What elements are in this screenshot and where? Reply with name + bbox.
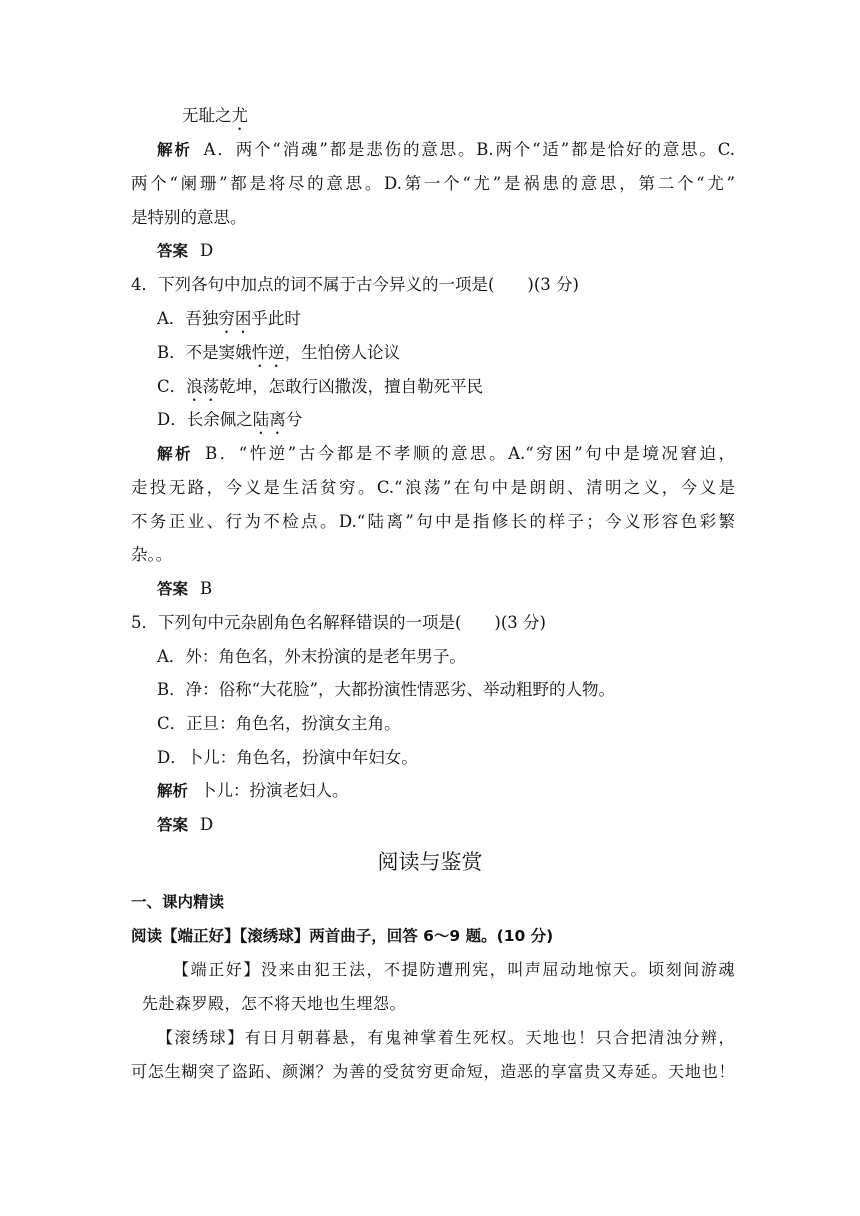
q5-option-d: D．卜儿：角色名，扮演中年妇女。 [157, 748, 418, 767]
q5-answer: 答案 D [157, 815, 214, 834]
answer-label: 答案 [157, 580, 189, 598]
q3-option-d-tail: 无耻之尤 [182, 106, 248, 125]
passage-line-4: 可怎生糊突了盗跖、颜渊？为善的受贫穷更命短，造恶的享富贵又寿延。天地也！ [131, 1062, 735, 1081]
answer-label: 答案 [157, 816, 189, 834]
analysis-label: 解析 [157, 141, 192, 159]
q3-analysis-line-1: 解析 A．两个“消魂”都是悲伤的意思。B.两个“适”都是恰好的意思。C. [157, 140, 735, 159]
section-title: 阅读与鉴赏 [377, 850, 483, 874]
q4-analysis-line-3: 不务正业、行为不检点。D.“陆离”句中是指修长的样子；今义形容色彩繁 [131, 512, 735, 531]
sub-title: 一、课内精读 [131, 893, 225, 911]
q5-option-a: A．外：角色名，外末扮演的是老年男子。 [157, 647, 466, 666]
q4-option-d: D．长余佩之陆离兮 [157, 410, 303, 429]
q3-analysis-line-3: 是特别的意思。 [131, 208, 247, 227]
analysis-label: 解析 [157, 445, 194, 463]
q5-analysis: 解析 卜儿：扮演老妇人。 [157, 781, 349, 800]
answer-label: 答案 [157, 242, 189, 260]
q4-option-c: C．浪荡乾坤，怎敢行凶撒泼，擅自勒死平民 [157, 377, 484, 396]
q4-answer: 答案 B [157, 579, 213, 598]
reading-intro: 阅读【端正好】【滚绣球】两首曲子，回答 6～9 题。(10 分) [131, 927, 554, 945]
passage-line-3: 【滚绣球】有日月朝暮悬，有鬼神掌着生死权。天地也！只合把清浊分辨， [157, 1028, 735, 1047]
q4-analysis-line-4: 杂。。 [131, 545, 173, 564]
passage-line-1: 【端正好】没来由犯王法，不提防遭刑宪，叫声屈动地惊天。顷刻间游魂 [173, 960, 735, 979]
passage-line-2: 先赴森罗殿，怎不将天地也生埋怨。 [142, 994, 407, 1013]
q4-analysis-line-1: 解析 B．“忤逆”古今都是不孝顺的意思。A.“穷困”句中是境况窘迫， [157, 444, 735, 463]
q5-option-c: C．正旦：角色名，扮演女主角。 [157, 714, 401, 733]
q3-analysis-line-2: 两个“阑珊”都是将尽的意思。D.第一个“尤”是祸患的意思，第二个“尤” [131, 174, 735, 193]
q5-stem: 5．下列句中元杂剧角色名解释错误的一项是( )(3 分) [131, 613, 546, 632]
q4-option-b: B．不是窦娥忤逆，生怕傍人论议 [157, 343, 401, 362]
q5-option-b: B．净：俗称“大花脸”，大都扮演性情恶劣、举动粗野的人物。 [157, 680, 615, 699]
q4-option-a: A．吾独穷困乎此时 [157, 309, 301, 328]
q4-stem: 4．下列各句中加点的词不属于古今异义的一项是( )(3 分) [131, 275, 579, 294]
q4-analysis-line-2: 走投无路，今义是生活贫穷。C.“浪荡”在句中是朗朗、清明之义，今义是 [131, 478, 735, 497]
analysis-label: 解析 [157, 782, 189, 800]
q3-answer: 答案 D [157, 241, 214, 260]
